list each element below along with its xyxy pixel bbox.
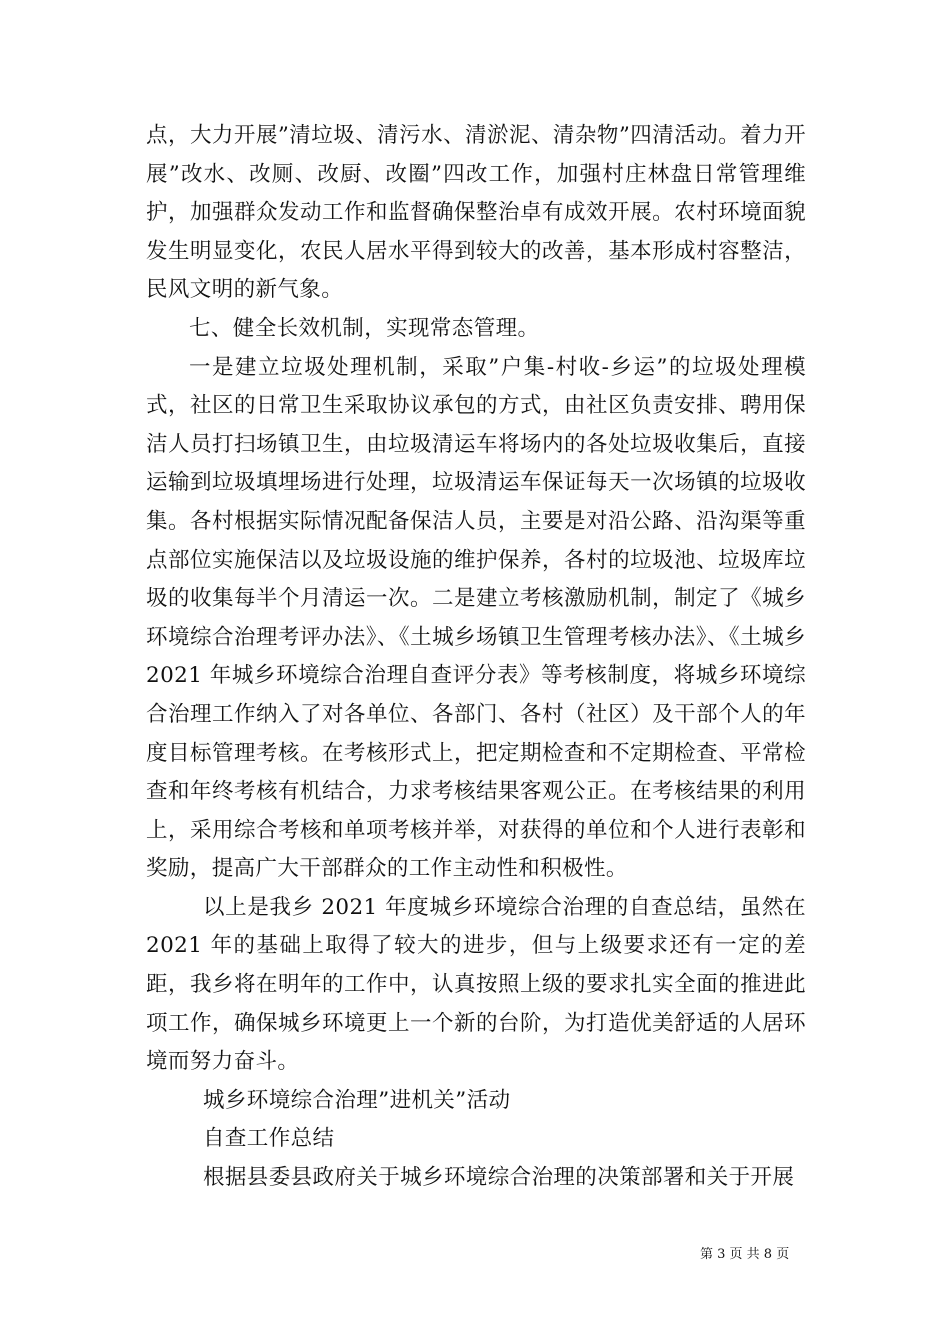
title-self-inspection: 自查工作总结 (203, 1126, 335, 1152)
paragraph-summary: 以上是我乡 2021 年度城乡环境综合治理的自查总结，虽然在 2021 年的基础上取得了较大的进步，但与上级要求还有一定的差距，我乡将在明年的工作中，认真按照上级的要求扎实全面的推进此项工作，确保城乡环境更上一个新的台阶，为打造优美舒适的人居环境而努力奋斗。 (146, 894, 806, 1075)
section-heading-long-term-mechanism: 七、健全长效机制，实现常态管理。 (189, 315, 540, 341)
page-number: 第 3 页 共 8 页 (700, 1247, 790, 1262)
document-body (146, 117, 806, 1198)
paragraph-rural-cleanup: 点，大力开展”清垃圾、清污水、清淤泥、清杂物”四清活动。着力开展”改水、改厕、改厨、改圈”四改工作，加强村庄林盘日常管理维护，加强群众发动工作和监督确保整治卓有成效开展。农村环境面貌发生明显变化，农民人居水平得到较大的改善，基本形成村容整洁，民风文明的新气象。 (146, 123, 806, 303)
paragraph-garbage-mechanism: 一是建立垃圾处理机制，采取”户集-村收-乡运”的垃圾处理模式，社区的日常卫生采取协议承包的方式，由社区负责安排、聘用保洁人员打扫场镇卫生，由垃圾清运车将场内的各处垃圾收集后，直接运输到垃圾填埋场进行处理，垃圾清运车保证每天一次场镇的垃圾收集。各村根据实际情况配备保洁人员，主要是对沿公路、沿沟渠等重点部位实施保洁以及垃圾设施的维护保养，各村的垃圾池、垃圾库垃圾的收集每半个月清运一次。二是建立考核激励机制，制定了《城乡环境综合治理考评办法》、《土城乡场镇卫生管理考核办法》、《土城乡 2021 年城乡环境综合治理自查评分表》等考核制度，将城乡环境综合治理工作纳入了对各单位、各部门、各村（社区）及干部个人的年度目标管理考核。在考核形式上，把定期检查和不定期检查、平常检查和年终考核有机结合，力求考核结果客观公正。在考核结果的利用上，采用综合考核和单项考核并举，对获得的单位和个人进行表彰和奖励，提高广大干部群众的工作主动性和积极性。 (146, 354, 806, 882)
paragraph-opening: 根据县委县政府关于城乡环境综合治理的决策部署和关于开展 (203, 1165, 795, 1191)
title-activity: 城乡环境综合治理”进机关”活动 (203, 1087, 511, 1113)
